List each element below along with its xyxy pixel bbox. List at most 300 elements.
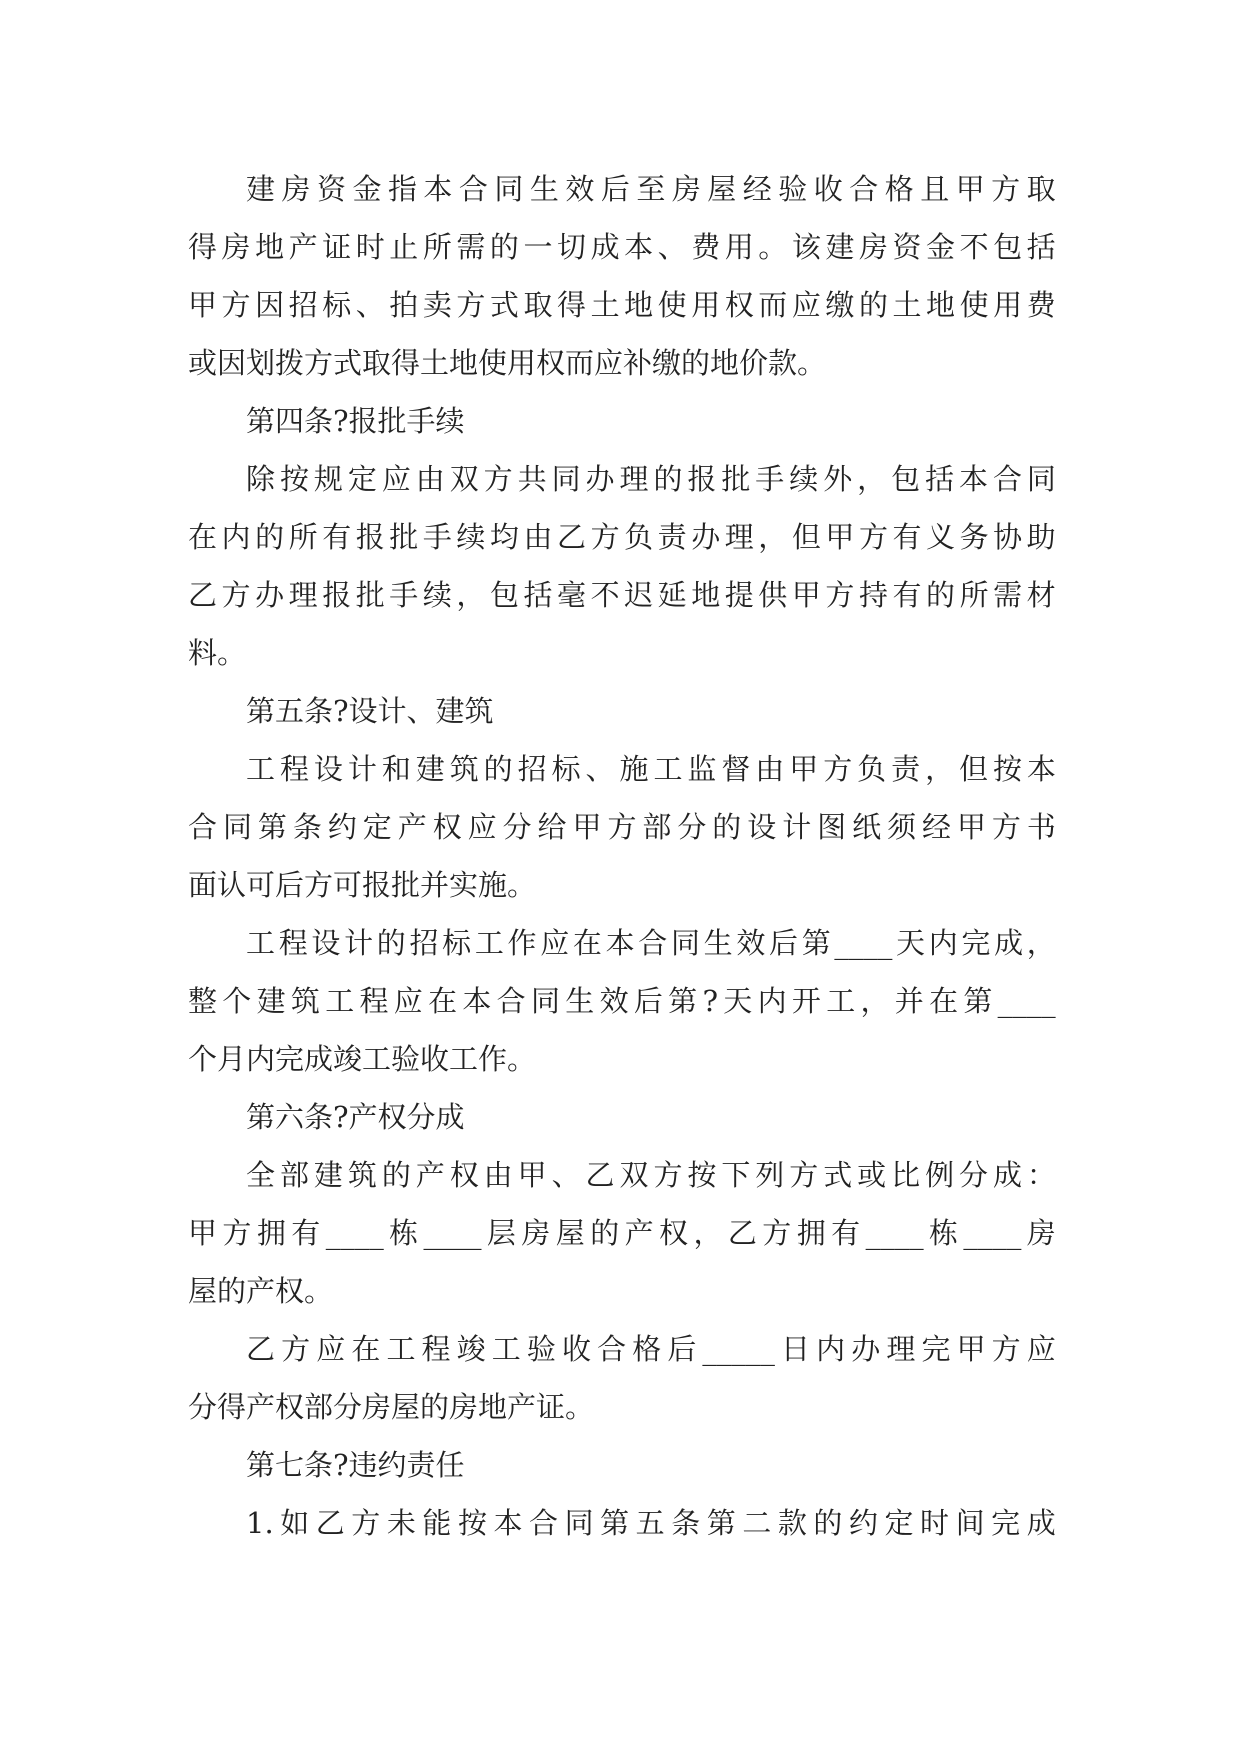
text-glyph: 产 xyxy=(288,230,318,264)
text-glyph: 合 xyxy=(849,172,879,206)
text-glyph: 在 xyxy=(929,984,959,1018)
text-glyph: 地 xyxy=(691,578,721,612)
paragraph-line: 或因划拨方式取得土地使用权而应补缴的地价款。 xyxy=(188,346,827,380)
text-glyph: 生 xyxy=(529,172,559,206)
text-glyph: 包 xyxy=(993,230,1023,264)
text-glyph: 方 xyxy=(221,578,251,612)
text-glyph: 屋 xyxy=(555,1216,585,1250)
text-glyph: 方 xyxy=(221,288,251,322)
text-glyph: 用 xyxy=(724,230,754,264)
text-glyph: 需 xyxy=(456,230,486,264)
text-glyph: 本 xyxy=(1026,752,1056,786)
text-glyph: 按 xyxy=(279,462,309,496)
text-glyph: 土 xyxy=(590,288,620,322)
text-glyph: ， xyxy=(925,752,955,786)
text-glyph: 续 xyxy=(789,462,819,496)
text-glyph: 给 xyxy=(537,810,567,844)
text-glyph: 的 xyxy=(376,926,406,960)
text-glyph: 同 xyxy=(670,926,700,960)
text-glyph: 设 xyxy=(747,810,777,844)
text-glyph: 资 xyxy=(892,230,922,264)
paragraph-line xyxy=(188,276,1056,334)
text-glyph: 括 xyxy=(1026,230,1056,264)
text-glyph: 一 xyxy=(523,230,553,264)
text-glyph: 均 xyxy=(489,520,519,554)
text-glyph: 第 xyxy=(600,1506,630,1540)
text-glyph: 完 xyxy=(961,926,991,960)
text-glyph: 手 xyxy=(755,462,785,496)
text-glyph: 方 xyxy=(823,752,853,786)
text-glyph: 、 xyxy=(551,1158,581,1192)
text-glyph: 成 xyxy=(590,230,620,264)
text-glyph: 权 xyxy=(659,1216,689,1250)
text-glyph: 房 xyxy=(1026,1216,1056,1250)
text-glyph: 费 xyxy=(691,230,721,264)
paragraph-line: 分得产权部分房屋的房地产证。 xyxy=(188,1390,595,1424)
text-glyph: 分 xyxy=(959,1158,989,1192)
text-glyph: 本 xyxy=(959,462,989,496)
text-glyph: 督 xyxy=(721,752,751,786)
text-glyph: 五 xyxy=(635,1506,665,1540)
text-glyph: 手 xyxy=(389,578,419,612)
text-glyph: 第 xyxy=(963,984,993,1018)
text-glyph: 合 xyxy=(458,172,488,206)
text-glyph: 建 xyxy=(415,752,445,786)
text-glyph: 设 xyxy=(311,926,341,960)
text-glyph: 招 xyxy=(288,288,318,322)
text-glyph: 验 xyxy=(526,1332,556,1366)
text-glyph: 个 xyxy=(222,984,252,1018)
paragraph-line xyxy=(188,1146,1056,1204)
text-glyph: 方 xyxy=(590,520,620,554)
text-glyph: 标 xyxy=(551,752,581,786)
text-glyph: 分 xyxy=(677,810,707,844)
text-glyph: 方 xyxy=(991,172,1021,206)
text-glyph: 应 xyxy=(381,462,411,496)
text-glyph: 验 xyxy=(778,172,808,206)
text-glyph: 在 xyxy=(188,520,218,554)
text-glyph: 合 xyxy=(529,1506,559,1540)
text-glyph: 格 xyxy=(632,1332,662,1366)
text-glyph: 使 xyxy=(959,288,989,322)
text-glyph: ， xyxy=(693,1216,723,1250)
text-glyph: 标 xyxy=(322,288,352,322)
text-glyph: 房 xyxy=(221,230,251,264)
text-glyph: 收 xyxy=(813,172,843,206)
text-glyph: 本 xyxy=(462,984,492,1018)
paragraph-line: 个月内完成竣工验收工作。 xyxy=(188,1042,537,1076)
text-glyph: 成 xyxy=(1026,1506,1056,1540)
text-glyph: 需 xyxy=(993,578,1023,612)
text-glyph: 日 xyxy=(781,1332,811,1366)
text-glyph: 工 xyxy=(491,1332,521,1366)
text-glyph: 产 xyxy=(624,1216,654,1250)
text-glyph: 权 xyxy=(449,1158,479,1192)
text-glyph: 生 xyxy=(703,926,733,960)
text-glyph: 并 xyxy=(894,984,924,1018)
paragraph-line: 料。 xyxy=(188,636,247,670)
text-glyph: ____ xyxy=(834,926,893,960)
text-glyph: 责 xyxy=(657,520,687,554)
text-glyph: 报 xyxy=(322,578,352,612)
paragraph-line xyxy=(188,914,1056,972)
text-glyph: 在 xyxy=(572,926,602,960)
text-glyph: 程 xyxy=(278,926,308,960)
text-glyph: 证 xyxy=(322,230,352,264)
text-glyph: 格 xyxy=(884,172,914,206)
text-glyph: 甲 xyxy=(956,810,986,844)
text-glyph: 办 xyxy=(585,462,615,496)
text-glyph: 部 xyxy=(279,1158,309,1192)
paragraph-line: 面认可后方可报批并实施。 xyxy=(188,868,537,902)
text-glyph: ， xyxy=(1026,926,1056,960)
text-glyph: 办 xyxy=(851,1332,881,1366)
paragraph-line xyxy=(188,160,1056,218)
paragraph-line xyxy=(188,1320,1056,1378)
text-glyph: 同 xyxy=(494,172,524,206)
paragraph-line: 屋的产权。 xyxy=(188,1274,334,1308)
text-glyph: 天 xyxy=(723,984,753,1018)
text-glyph: 后 xyxy=(667,1332,697,1366)
text-glyph: 招 xyxy=(517,752,547,786)
text-glyph: ： xyxy=(1026,1158,1056,1192)
text-glyph: 图 xyxy=(817,810,847,844)
text-glyph: 应 xyxy=(316,1332,346,1366)
text-glyph: 天 xyxy=(896,926,926,960)
text-glyph: 的 xyxy=(813,1506,843,1540)
text-glyph: 招 xyxy=(409,926,439,960)
text-glyph: 应 xyxy=(1026,1332,1056,1366)
text-glyph: 合 xyxy=(992,462,1022,496)
text-glyph: 止 xyxy=(389,230,419,264)
text-glyph: 屋 xyxy=(707,172,737,206)
text-glyph: 、 xyxy=(355,288,385,322)
text-glyph: 方 xyxy=(607,810,637,844)
paragraph-line xyxy=(188,566,1056,624)
text-glyph: 的 xyxy=(926,578,956,612)
text-glyph: 金 xyxy=(926,230,956,264)
text-glyph: 第 xyxy=(668,984,698,1018)
text-glyph: 合 xyxy=(188,810,218,844)
text-glyph: 生 xyxy=(565,984,595,1018)
text-glyph: 层 xyxy=(486,1216,516,1250)
text-glyph: 定 xyxy=(884,1506,914,1540)
text-glyph: 建 xyxy=(256,984,286,1018)
paragraph-line xyxy=(188,450,1056,508)
text-glyph: 所 xyxy=(422,230,452,264)
text-glyph: 办 xyxy=(255,578,285,612)
text-glyph: 包 xyxy=(489,578,519,612)
text-glyph: 同 xyxy=(551,462,581,496)
text-glyph: 本 xyxy=(605,926,635,960)
text-glyph: 报 xyxy=(355,520,385,554)
text-glyph: 应 xyxy=(393,984,423,1018)
text-glyph: 甲 xyxy=(572,810,602,844)
text-glyph: 批 xyxy=(389,520,419,554)
text-glyph: 地 xyxy=(926,288,956,322)
text-glyph: 例 xyxy=(925,1158,955,1192)
text-glyph: 所 xyxy=(959,578,989,612)
text-glyph: 甲 xyxy=(789,752,819,786)
text-glyph: 有 xyxy=(831,1216,861,1250)
contract-body xyxy=(188,160,1056,1552)
text-glyph: 甲 xyxy=(517,1158,547,1192)
text-glyph: 分 xyxy=(502,810,532,844)
text-glyph: 筑 xyxy=(449,752,479,786)
text-glyph: 拥 xyxy=(256,1216,286,1250)
text-glyph: 时 xyxy=(355,230,385,264)
text-glyph: 卖 xyxy=(422,288,452,322)
text-glyph: 程 xyxy=(421,1332,451,1366)
paragraph-line xyxy=(188,798,1056,856)
text-glyph: 工 xyxy=(653,752,683,786)
text-glyph: 栋 xyxy=(389,1216,419,1250)
text-glyph: 缴 xyxy=(825,288,855,322)
text-glyph: ____ xyxy=(865,1216,924,1250)
text-glyph: 义 xyxy=(926,520,956,554)
text-glyph: 乙 xyxy=(557,520,587,554)
text-glyph: 同 xyxy=(530,984,560,1018)
text-glyph: 有 xyxy=(322,520,352,554)
text-glyph: 内 xyxy=(221,520,251,554)
paragraph-line xyxy=(188,972,1056,1030)
text-glyph: 工 xyxy=(246,752,276,786)
text-glyph: 应 xyxy=(791,288,821,322)
text-glyph: 由 xyxy=(523,520,553,554)
text-glyph: 在 xyxy=(428,984,458,1018)
text-glyph: 标 xyxy=(442,926,472,960)
text-glyph: 合 xyxy=(496,984,526,1018)
text-glyph: 同 xyxy=(564,1506,594,1540)
text-glyph: 条 xyxy=(292,810,322,844)
text-glyph: 设 xyxy=(313,752,343,786)
text-glyph: 方 xyxy=(858,520,888,554)
text-glyph: 手 xyxy=(422,520,452,554)
text-glyph: 规 xyxy=(313,462,343,496)
text-glyph: 后 xyxy=(769,926,799,960)
text-glyph: 产 xyxy=(415,1158,445,1192)
text-glyph: 供 xyxy=(758,578,788,612)
article-heading: 第四条?报批手续 xyxy=(246,404,465,438)
text-glyph: 土 xyxy=(892,288,922,322)
text-glyph: 批 xyxy=(721,462,751,496)
text-glyph: 效 xyxy=(565,172,595,206)
text-glyph: 乙 xyxy=(315,1506,345,1540)
text-glyph: 因 xyxy=(255,288,285,322)
text-glyph: 的 xyxy=(712,810,742,844)
text-glyph: 1. xyxy=(246,1506,274,1540)
text-glyph: 有 xyxy=(291,1216,321,1250)
text-glyph: ， xyxy=(857,462,887,496)
text-glyph: ____ xyxy=(963,1216,1022,1250)
text-glyph: 能 xyxy=(422,1506,452,1540)
text-glyph: 竣 xyxy=(456,1332,486,1366)
text-glyph: 用 xyxy=(993,288,1023,322)
text-glyph: 乙 xyxy=(727,1216,757,1250)
text-glyph: 工 xyxy=(325,984,355,1018)
text-glyph: 在 xyxy=(351,1332,381,1366)
text-glyph: 应 xyxy=(467,810,497,844)
text-glyph: 负 xyxy=(857,752,887,786)
text-glyph: ____ xyxy=(325,1216,384,1250)
text-glyph: 双 xyxy=(619,1158,649,1192)
text-glyph: 而 xyxy=(758,288,788,322)
text-glyph: 报 xyxy=(687,462,717,496)
text-glyph: 续 xyxy=(422,578,452,612)
text-glyph: 栋 xyxy=(928,1216,958,1250)
text-glyph: 或 xyxy=(857,1158,887,1192)
text-glyph: 外 xyxy=(823,462,853,496)
text-glyph: 方 xyxy=(222,1216,252,1250)
text-glyph: 施 xyxy=(619,752,649,786)
text-glyph: 纸 xyxy=(852,810,882,844)
text-glyph: ， xyxy=(456,578,486,612)
paragraph-line xyxy=(188,1204,1056,1262)
text-glyph: 理 xyxy=(886,1332,916,1366)
text-glyph: 计 xyxy=(344,926,374,960)
text-glyph: 监 xyxy=(687,752,717,786)
text-glyph: 收 xyxy=(561,1332,591,1366)
text-glyph: 房 xyxy=(521,1216,551,1250)
paragraph-line xyxy=(188,218,1056,276)
text-glyph: 甲 xyxy=(825,520,855,554)
text-glyph: 使 xyxy=(657,288,687,322)
text-glyph: 方 xyxy=(789,1158,819,1192)
text-glyph: 和 xyxy=(381,752,411,786)
text-glyph: 的 xyxy=(858,288,888,322)
text-glyph: 同 xyxy=(1026,462,1056,496)
text-glyph: 权 xyxy=(724,288,754,322)
text-glyph: 甲 xyxy=(955,172,985,206)
text-glyph: 的 xyxy=(590,1216,620,1250)
text-glyph: 得 xyxy=(557,288,587,322)
paragraph-line xyxy=(188,740,1056,798)
text-glyph: 房 xyxy=(858,230,888,264)
text-glyph: 工 xyxy=(474,926,504,960)
text-glyph: 但 xyxy=(791,520,821,554)
paragraph-line xyxy=(188,508,1056,566)
text-glyph: 甲 xyxy=(188,1216,218,1250)
text-glyph: 办 xyxy=(691,520,721,554)
text-glyph: 不 xyxy=(590,578,620,612)
text-glyph: 按 xyxy=(457,1506,487,1540)
text-glyph: ____ xyxy=(423,1216,482,1250)
text-glyph: 筑 xyxy=(347,1158,377,1192)
text-glyph: ____ xyxy=(997,984,1056,1018)
text-glyph: 费 xyxy=(1026,288,1056,322)
text-glyph: 但 xyxy=(959,752,989,786)
text-glyph: ， xyxy=(758,520,788,554)
article-heading: 第七条?违约责任 xyxy=(246,1448,465,1482)
article-heading: 第六条?产权分成 xyxy=(246,1100,465,1134)
text-glyph: 由 xyxy=(483,1158,513,1192)
text-glyph: 计 xyxy=(347,752,377,786)
text-glyph: 建 xyxy=(246,172,276,206)
text-glyph: 完 xyxy=(921,1332,951,1366)
text-glyph: 金 xyxy=(352,172,382,206)
text-glyph: 乙 xyxy=(246,1332,276,1366)
text-glyph: 内 xyxy=(816,1332,846,1366)
text-glyph: 务 xyxy=(959,520,989,554)
text-glyph: 用 xyxy=(691,288,721,322)
text-glyph: 除 xyxy=(246,462,276,496)
text-glyph: ， xyxy=(860,984,890,1018)
text-glyph: 式 xyxy=(489,288,519,322)
text-glyph: 方 xyxy=(483,462,513,496)
text-glyph: 理 xyxy=(619,462,649,496)
text-glyph: 房 xyxy=(671,172,701,206)
text-glyph: 。 xyxy=(758,230,788,264)
text-glyph: 按 xyxy=(992,752,1022,786)
text-glyph: 不 xyxy=(959,230,989,264)
text-glyph: 负 xyxy=(624,520,654,554)
text-glyph: 方 xyxy=(825,578,855,612)
text-glyph: 有 xyxy=(892,578,922,612)
text-glyph: 约 xyxy=(848,1506,878,1540)
text-glyph: 效 xyxy=(599,984,629,1018)
text-glyph: 未 xyxy=(386,1506,416,1540)
text-glyph: 筑 xyxy=(290,984,320,1018)
text-glyph: 本 xyxy=(624,230,654,264)
text-glyph: 的 xyxy=(489,230,519,264)
text-glyph: 计 xyxy=(782,810,812,844)
text-glyph: 第 xyxy=(706,1506,736,1540)
text-glyph: 甲 xyxy=(188,288,218,322)
text-glyph: 按 xyxy=(687,1158,717,1192)
text-glyph: 乙 xyxy=(188,578,218,612)
text-glyph: 包 xyxy=(891,462,921,496)
text-glyph: 内 xyxy=(928,926,958,960)
text-glyph: 理 xyxy=(724,520,754,554)
text-glyph: 定 xyxy=(347,462,377,496)
text-glyph: 下 xyxy=(721,1158,751,1192)
text-glyph: 延 xyxy=(657,578,687,612)
text-glyph: 方 xyxy=(281,1332,311,1366)
text-glyph: 地 xyxy=(255,230,285,264)
text-glyph: 批 xyxy=(355,578,385,612)
text-glyph: 式 xyxy=(823,1158,853,1192)
text-glyph: 成 xyxy=(992,1158,1022,1192)
text-glyph: 部 xyxy=(642,810,672,844)
text-glyph: 第 xyxy=(257,810,287,844)
text-glyph: 括 xyxy=(925,462,955,496)
text-glyph: 方 xyxy=(991,810,1021,844)
text-glyph: 协 xyxy=(993,520,1023,554)
text-glyph: 取 xyxy=(523,288,553,322)
text-glyph: 的 xyxy=(381,1158,411,1192)
text-glyph: 如 xyxy=(280,1506,310,1540)
text-glyph: 第 xyxy=(801,926,831,960)
text-glyph: 效 xyxy=(736,926,766,960)
text-glyph: 方 xyxy=(762,1216,792,1250)
text-glyph: 后 xyxy=(633,984,663,1018)
text-glyph: 指 xyxy=(387,172,417,206)
text-glyph: 所 xyxy=(288,520,318,554)
text-glyph: 时 xyxy=(920,1506,950,1540)
text-glyph: 列 xyxy=(755,1158,785,1192)
text-glyph: 建 xyxy=(825,230,855,264)
text-glyph: 定 xyxy=(362,810,392,844)
text-glyph: 比 xyxy=(891,1158,921,1192)
text-glyph: 方 xyxy=(351,1506,381,1540)
text-glyph: 成 xyxy=(994,926,1024,960)
text-glyph: 开 xyxy=(791,984,821,1018)
text-glyph: 房 xyxy=(281,172,311,206)
text-glyph: 且 xyxy=(920,172,950,206)
text-glyph: 间 xyxy=(955,1506,985,1540)
text-glyph: 双 xyxy=(449,462,479,496)
text-glyph: 内 xyxy=(757,984,787,1018)
